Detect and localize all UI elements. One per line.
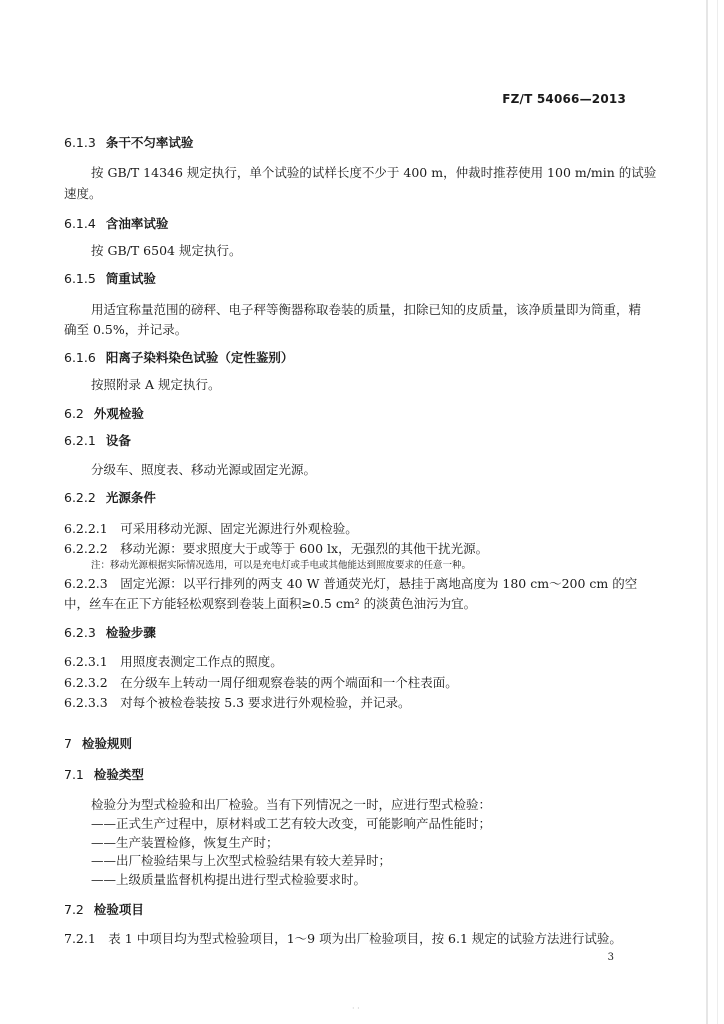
list-item: ——上级质量监督机构提出进行型式检验要求时。 [91, 872, 367, 887]
page-edge-shadow [706, 0, 708, 1024]
page-edge-line [717, 0, 718, 1024]
clause-6-2-3-2: 6.2.3.2 在分级车上转动一周仔细观察卷装的两个端面和一个柱表面。 [64, 675, 458, 690]
heading-title: 外观检验 [93, 406, 144, 421]
list-item: ——生产装置检修，恢复生产时； [91, 835, 279, 850]
heading-number: 6.1.5 [64, 271, 96, 286]
heading-title: 含油率试验 [105, 216, 169, 231]
heading-title: 光源条件 [105, 490, 156, 505]
paragraph-line: 确至 0.5%，并记录。 [64, 322, 188, 337]
heading-number: 6.2.2 [64, 490, 96, 505]
heading-6-1-6 [64, 350, 293, 366]
heading-title: 检验规则 [81, 736, 132, 751]
clause-6-2-2-2: 6.2.2.2 移动光源：要求照度大于或等于 600 lx，无强烈的其他干扰光源。 [64, 541, 489, 556]
clause-6-2-3-1: 6.2.3.1 用照度表测定工作点的照度。 [64, 654, 283, 669]
clause-6-2-2-1: 6.2.2.1 可采用移动光源、固定光源进行外观检验。 [64, 521, 358, 536]
heading-number: 7.2 [64, 902, 84, 917]
paragraph-line: 分级车、照度表、移动光源或固定光源。 [91, 462, 317, 477]
heading-7-2 [64, 902, 144, 918]
paragraph-line: 按 GB/T 14346 规定执行，单个试验的试样长度不少于 400 m，仲裁时推荐使用 100 m/min 的试验 [91, 165, 657, 180]
heading-title: 设备 [105, 433, 131, 448]
paragraph-line: 按 GB/T 6504 规定执行。 [91, 243, 242, 258]
standard-number: FZ/T 54066—2013 [502, 92, 626, 106]
heading-6-2 [64, 406, 144, 422]
heading-7 [64, 736, 132, 752]
paragraph-line: 检验分为型式检验和出厂检验。当有下列情况之一时，应进行型式检验： [91, 797, 492, 812]
paragraph-line: 用适宜称量范围的磅秤、电子秤等衡器称取卷装的质量，扣除已知的皮质量，该净质量即为筒重，精 [91, 302, 642, 317]
heading-title: 阳离子染料染色试验（定性鉴别） [105, 350, 294, 365]
heading-6-2-3 [64, 625, 156, 641]
heading-number: 6.2.3 [64, 625, 96, 640]
heading-number: 7 [64, 736, 72, 751]
heading-title: 检验类型 [93, 767, 144, 782]
paragraph-line: 按照附录 A 规定执行。 [91, 377, 221, 392]
heading-7-1 [64, 767, 144, 783]
heading-6-1-4 [64, 216, 168, 232]
heading-title: 条干不匀率试验 [105, 135, 194, 150]
heading-6-1-3 [64, 135, 193, 151]
list-item: ——正式生产过程中，原材料或工艺有较大改变，可能影响产品性能时； [91, 816, 492, 831]
heading-number: 6.1.3 [64, 135, 96, 150]
heading-title: 筒重试验 [105, 271, 156, 286]
heading-number: 7.1 [64, 767, 84, 782]
paragraph-line: 速度。 [64, 186, 102, 201]
heading-6-2-1 [64, 433, 131, 449]
note: 注：移动光源根据实际情况选用，可以是充电灯或手电或其他能达到照度要求的任意一种。 [91, 560, 472, 571]
heading-6-1-5 [64, 271, 156, 287]
page-number: 3 [607, 952, 614, 963]
clause-6-2-2-3-cont: 中，丝车在正下方能轻松观察到卷装上面积≥0.5 cm² 的淡黄色油污为宜。 [64, 596, 477, 611]
heading-number: 6.2.1 [64, 433, 96, 448]
list-item: ——出厂检验结果与上次型式检验结果有较大差异时； [91, 853, 392, 868]
clause-7-2-1: 7.2.1 表 1 中项目均为型式检验项目，1～9 项为出厂检验项目，按 6.1 规定的试验方法进行试验。 [64, 931, 622, 946]
heading-number: 6.1.4 [64, 216, 96, 231]
heading-number: 6.1.6 [64, 350, 96, 365]
heading-title: 检验项目 [93, 902, 144, 917]
clause-6-2-3-3: 6.2.3.3 对每个被检卷装按 5.3 要求进行外观检验，并记录。 [64, 695, 411, 710]
heading-6-2-2 [64, 490, 156, 506]
clause-6-2-2-3: 6.2.2.3 固定光源：以平行排列的两支 40 W 普通荧光灯，悬挂于离地高度为 180 cm～200 cm 的空 [64, 576, 638, 591]
heading-number: 6.2 [64, 406, 84, 421]
scan-speck: · · [352, 1004, 360, 1013]
heading-title: 检验步骤 [105, 625, 156, 640]
